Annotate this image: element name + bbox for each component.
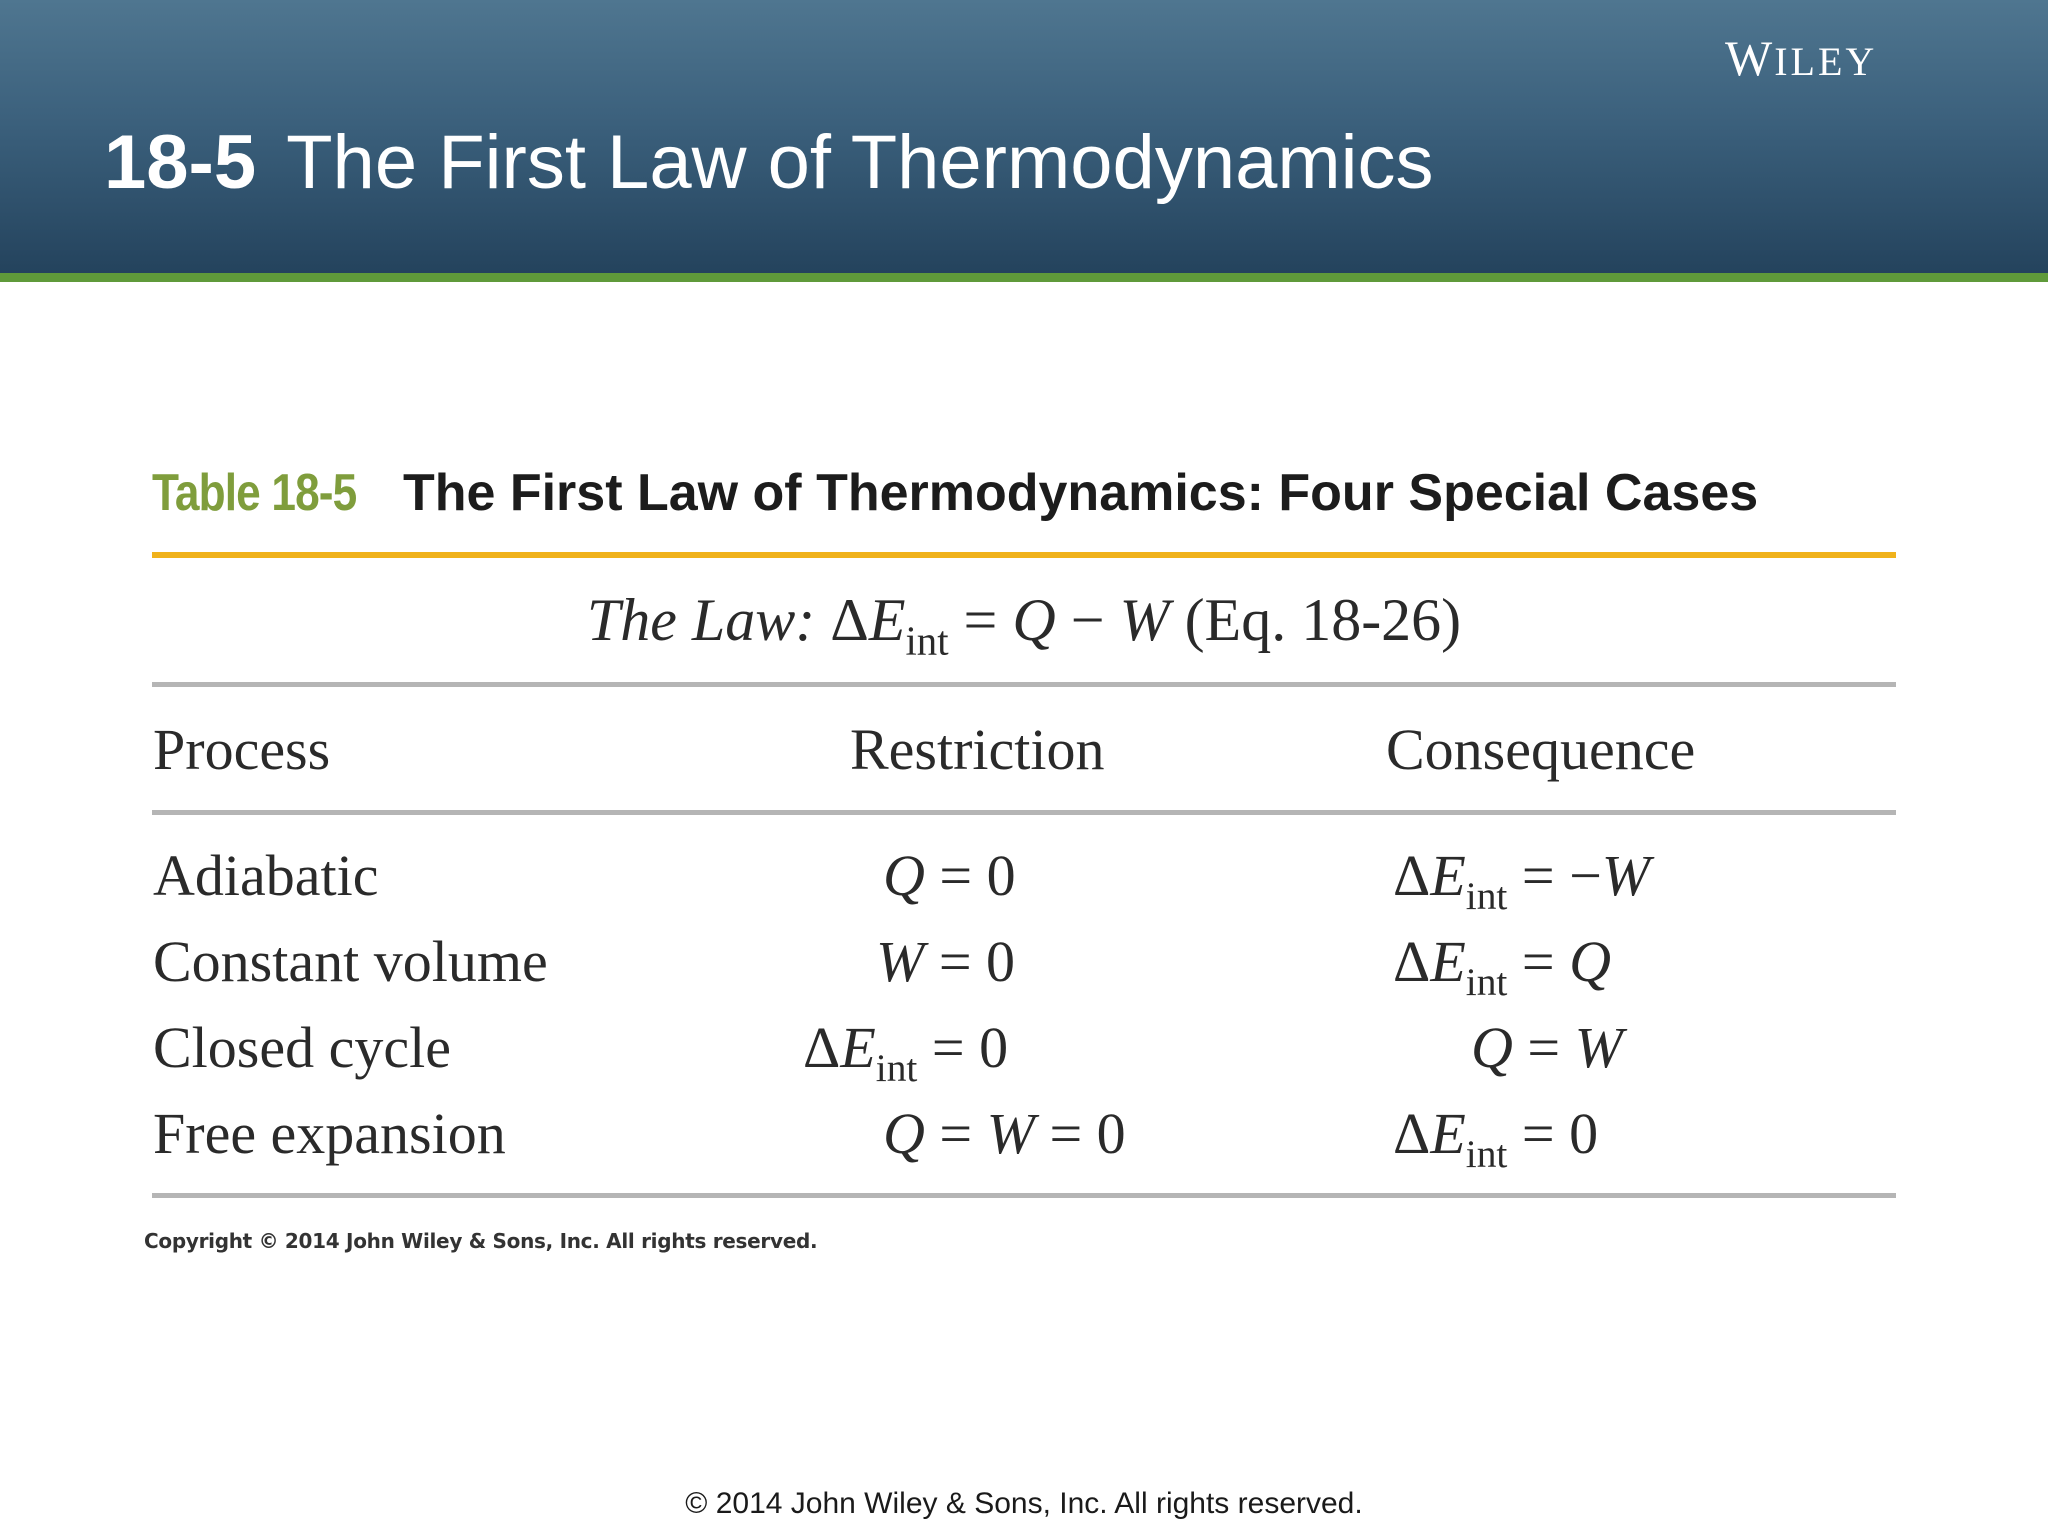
law-equation: $\Delta E_{int} = Q - W$ bbox=[830, 587, 1170, 664]
header-top-divider bbox=[152, 682, 1896, 687]
row-process-constant-volume: Constant volume bbox=[153, 929, 548, 994]
slide-footer-copyright: © 2014 John Wiley & Sons, Inc. All rights reserved. bbox=[685, 1487, 1363, 1520]
row-restriction-free-expansion: Q = W = 0 bbox=[883, 1101, 1126, 1166]
column-header-process: Process bbox=[153, 717, 331, 782]
law-equation-ref: (Eq. 18-26) bbox=[1184, 587, 1462, 653]
slide-title bbox=[104, 118, 1434, 208]
header-divider bbox=[0, 273, 2048, 282]
row-restriction-closed-cycle: $\Delta E_{int} = 0$ bbox=[803, 1015, 1009, 1090]
law-statement bbox=[152, 584, 1896, 664]
column-header-consequence: Consequence bbox=[1386, 717, 1696, 782]
column-header-restriction: Restriction bbox=[850, 717, 1105, 782]
row-restriction-adiabatic: Q = 0 bbox=[883, 843, 1016, 908]
row-consequence-adiabatic: $\Delta E_{int} = -W$ bbox=[1393, 843, 1651, 918]
wiley-logo-text: WILEY bbox=[1725, 30, 1878, 86]
header-bottom-divider bbox=[152, 810, 1896, 815]
slide-title-text: The First Law of Thermodynamics bbox=[286, 120, 1434, 205]
row-consequence-closed-cycle: Q = W bbox=[1471, 1015, 1623, 1080]
row-consequence-free-expansion: $\Delta E_{int} = 0$ bbox=[1393, 1101, 1599, 1176]
law-prefix: The Law: bbox=[586, 587, 816, 653]
section-number: 18-5 bbox=[104, 120, 257, 205]
row-restriction-constant-volume: W = 0 bbox=[876, 929, 1016, 994]
row-process-adiabatic: Adiabatic bbox=[153, 843, 379, 908]
table-caption bbox=[152, 458, 1892, 528]
wiley-logo bbox=[1725, 30, 1940, 86]
table-bottom-divider bbox=[152, 1193, 1896, 1198]
row-consequence-constant-volume: $\Delta E_{int} = Q$ bbox=[1393, 929, 1611, 1004]
row-process-closed-cycle: Closed cycle bbox=[153, 1015, 451, 1080]
table-caption-text: The First Law of Thermodynamics: Four Special Cases bbox=[402, 464, 1759, 522]
table-label: Table 18-5 bbox=[152, 464, 357, 522]
caption-divider bbox=[152, 552, 1896, 558]
table-copyright: Copyright © 2014 John Wiley & Sons, Inc. All rights reserved. bbox=[144, 1229, 818, 1253]
row-process-free-expansion: Free expansion bbox=[153, 1101, 506, 1166]
